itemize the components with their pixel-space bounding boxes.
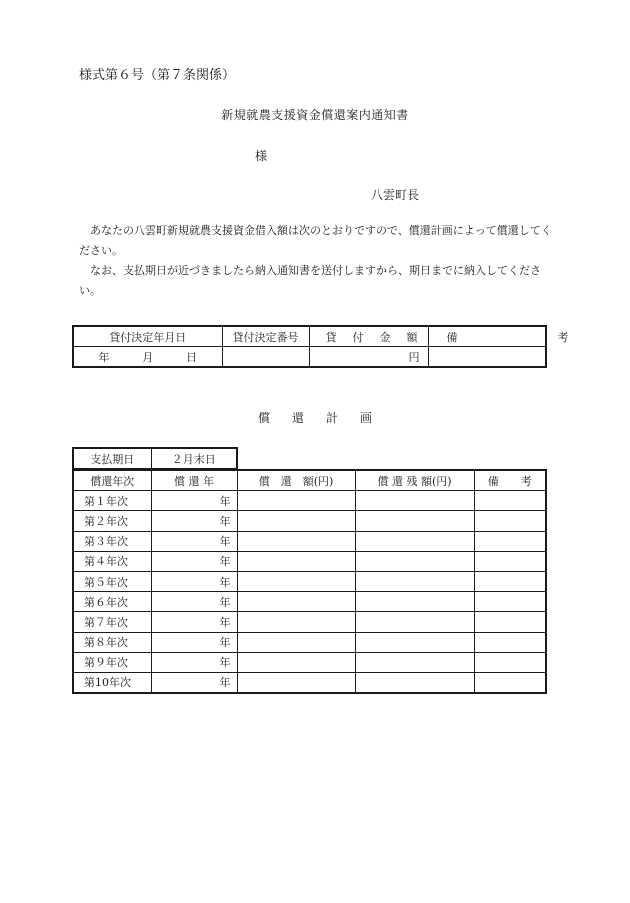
row-year-number: 第９年次 — [73, 652, 151, 672]
row-amount-field[interactable] — [237, 632, 355, 652]
header-loan-amount-char: 金 — [379, 330, 391, 344]
row-balance-field[interactable] — [355, 612, 474, 632]
header-decision-number: 貸付決定番号 — [222, 326, 309, 347]
row-amount-field[interactable] — [237, 511, 355, 531]
row-amount-field[interactable] — [237, 612, 355, 632]
row-year-number: 第５年次 — [73, 571, 151, 591]
loan-table-header-row — [73, 326, 546, 347]
row-year-field[interactable]: 年 — [151, 632, 237, 652]
row-balance-field[interactable] — [355, 632, 474, 652]
row-amount-field[interactable] — [237, 491, 355, 511]
row-balance-field[interactable] — [355, 551, 474, 571]
row-year-field[interactable]: 年 — [151, 612, 237, 632]
date-month-unit: 月 — [142, 350, 154, 364]
plan-title-char: 償 — [257, 411, 292, 425]
decision-number-field[interactable] — [222, 347, 309, 368]
row-year-field[interactable]: 年 — [151, 592, 237, 612]
row-remarks-field[interactable] — [474, 551, 546, 571]
header-remarks-char: 備 — [446, 330, 458, 344]
header-repayment-amount: 償 還 額(円) — [237, 470, 355, 491]
row-amount-field[interactable] — [237, 672, 355, 693]
remarks-field[interactable] — [428, 347, 546, 368]
loan-amount-field[interactable]: 円 — [309, 347, 428, 368]
payment-due-label: 支払期日 — [73, 448, 151, 469]
row-year-field[interactable]: 年 — [151, 491, 237, 511]
header-decision-date: 貸付決定年月日 — [73, 326, 222, 347]
header-plan-remarks: 備 考 — [474, 470, 546, 491]
header-loan-amount-char: 付 — [352, 330, 364, 344]
row-amount-field[interactable] — [237, 592, 355, 612]
row-year-field[interactable]: 年 — [151, 672, 237, 693]
row-remarks-field[interactable] — [474, 592, 546, 612]
notice-paragraph-2: なお、支払期日が近づきましたら納入通知書を送付しますから、期日までに納入してください。 — [79, 264, 541, 297]
row-balance-field[interactable] — [355, 531, 474, 551]
header-loan-amount-char: 貸 — [325, 330, 337, 344]
table-row — [73, 491, 546, 511]
row-year-field[interactable]: 年 — [151, 652, 237, 672]
row-balance-field[interactable] — [355, 571, 474, 591]
table-row — [73, 592, 546, 612]
row-remarks-field[interactable] — [474, 672, 546, 693]
header-remarks-char: 考 — [557, 330, 569, 344]
date-day-unit: 日 — [186, 350, 198, 364]
notice-body — [79, 221, 554, 301]
decision-date-field[interactable] — [73, 347, 222, 368]
row-balance-field[interactable] — [355, 491, 474, 511]
issuer-name: 八雲町長 — [371, 188, 420, 202]
header-remarks — [428, 326, 569, 347]
row-remarks-field[interactable] — [474, 632, 546, 652]
table-row — [73, 652, 546, 672]
row-balance-field[interactable] — [355, 592, 474, 612]
table-row — [73, 672, 546, 693]
row-remarks-field[interactable] — [474, 531, 546, 551]
row-year-field[interactable]: 年 — [151, 551, 237, 571]
plan-title-char: 還 — [291, 411, 326, 425]
plan-title-char: 画 — [360, 411, 373, 425]
row-amount-field[interactable] — [237, 531, 355, 551]
plan-title-char: 計 — [326, 411, 361, 425]
table-row — [73, 531, 546, 551]
row-year-number: 第１年次 — [73, 491, 151, 511]
date-year-unit: 年 — [98, 350, 110, 364]
payment-due-value: ２月末日 — [151, 448, 237, 469]
row-remarks-field[interactable] — [474, 511, 546, 531]
header-loan-amount — [309, 326, 428, 347]
row-amount-field[interactable] — [237, 551, 355, 571]
row-amount-field[interactable] — [237, 652, 355, 672]
notice-paragraph-1: あなたの八雲町新規就農支援資金借入額は次のとおりですので、償還計画によって償還してください。 — [79, 224, 552, 257]
payment-due-row — [73, 448, 237, 469]
header-remaining-balance: 償 還 残 額(円) — [355, 470, 474, 491]
row-balance-field[interactable] — [355, 511, 474, 531]
plan-rows — [73, 491, 546, 693]
addressee-suffix: 様 — [255, 149, 268, 163]
header-loan-amount-char: 額 — [406, 330, 418, 344]
table-row — [73, 612, 546, 632]
header-year-number: 償還年次 — [73, 470, 151, 491]
row-balance-field[interactable] — [355, 652, 474, 672]
repayment-plan-title — [0, 409, 630, 426]
row-year-field[interactable]: 年 — [151, 571, 237, 591]
row-year-field[interactable]: 年 — [151, 531, 237, 551]
row-year-field[interactable]: 年 — [151, 511, 237, 531]
row-year-number: 第７年次 — [73, 612, 151, 632]
plan-header-row — [73, 470, 546, 491]
payment-due-table — [72, 447, 238, 469]
form-number: 様式第６号（第７条関係） — [79, 68, 236, 83]
row-year-number: 第10年次 — [73, 672, 151, 693]
row-remarks-field[interactable] — [474, 612, 546, 632]
row-remarks-field[interactable] — [474, 571, 546, 591]
row-year-number: 第３年次 — [73, 531, 151, 551]
row-year-number: 第２年次 — [73, 511, 151, 531]
row-remarks-field[interactable] — [474, 491, 546, 511]
header-repayment-year: 償 還 年 — [151, 470, 237, 491]
row-remarks-field[interactable] — [474, 652, 546, 672]
table-row — [73, 571, 546, 591]
table-row — [73, 551, 546, 571]
loan-table-data-row — [73, 347, 546, 368]
repayment-plan-table — [72, 469, 547, 694]
row-balance-field[interactable] — [355, 672, 474, 693]
row-year-number: 第４年次 — [73, 551, 151, 571]
table-row — [73, 632, 546, 652]
document-title: 新規就農支援資金償還案内通知書 — [221, 108, 409, 122]
row-year-number: 第８年次 — [73, 632, 151, 652]
row-amount-field[interactable] — [237, 571, 355, 591]
loan-decision-table — [72, 325, 569, 368]
table-row — [73, 511, 546, 531]
row-year-number: 第６年次 — [73, 592, 151, 612]
